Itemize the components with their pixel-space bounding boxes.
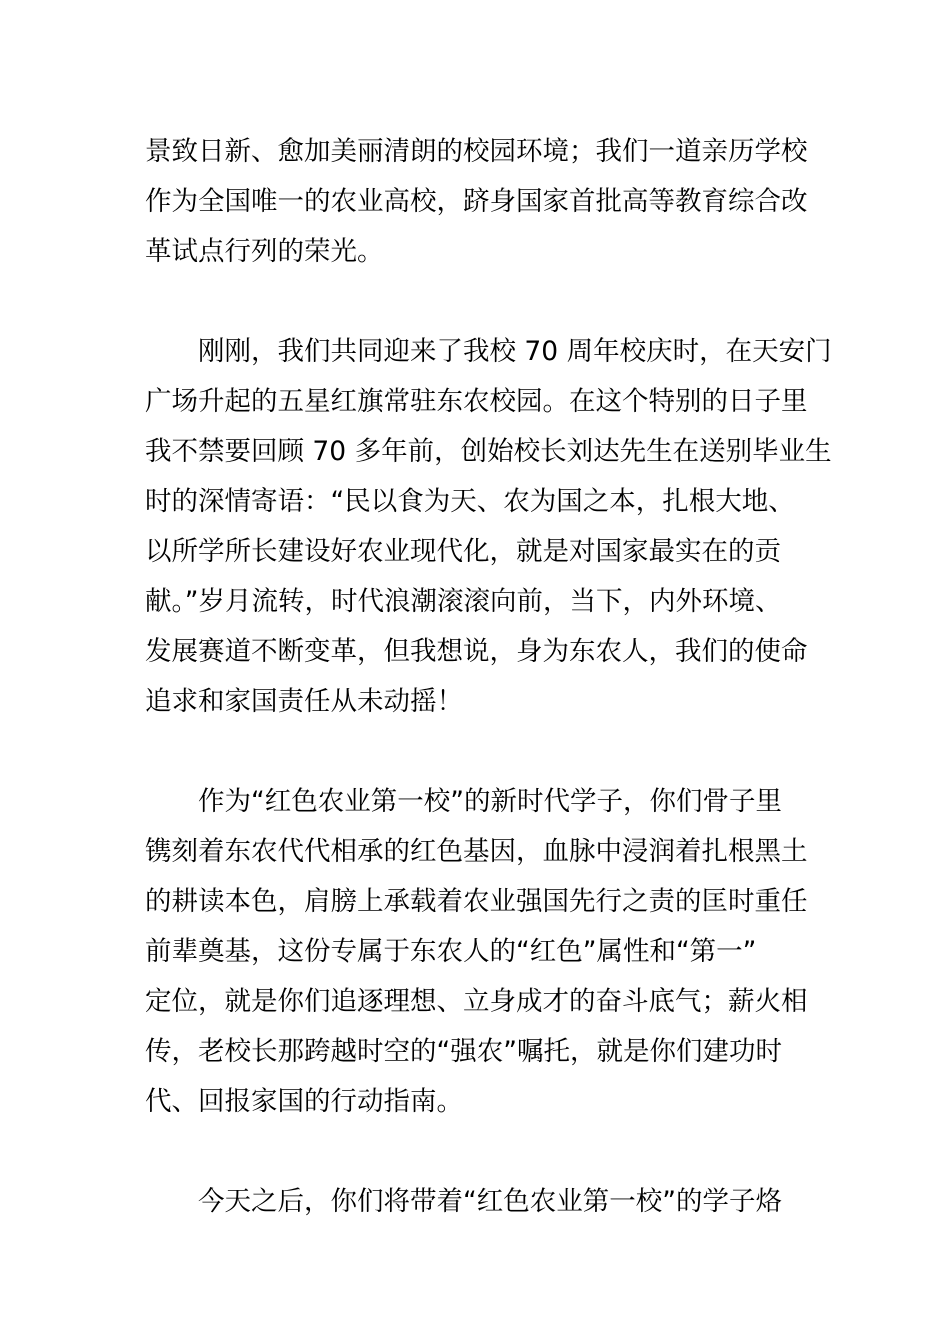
paragraph-2-line-1: 刚刚，我们共同迎来了我校 70 周年校庆时，在天安门 [198,336,832,367]
paragraph-2-line-7: 发展赛道不断变革，但我想说，身为东农人，我们的使命 [145,636,808,667]
paragraph-3-line-1: 作为“红色农业第一校”的新时代学子，你们骨子里 [198,786,782,817]
paragraph-spacer [145,277,810,327]
paragraph-3-line-2: 镌刻着东农代代相承的红色基因，血脉中浸润着扎根黑土 [145,836,808,867]
paragraph-1-line-1: 景致日新、愈加美丽清朗的校园环境；我们一道亲历学校 [145,136,808,167]
paragraph-spacer [145,1127,810,1177]
paragraph-2-line-6: 献。”岁月流转，时代浪潮滚滚向前，当下，内外环境、 [145,586,782,617]
paragraph-3-line-4: 前辈奠基，这份专属于东农人的“红色”属性和“第一” [145,936,757,967]
paragraph-3-line-5: 定位，就是你们追逐理想、立身成才的奋斗底气；薪火相 [145,986,808,1017]
paragraph-spacer [145,727,810,777]
paragraph-2-line-5: 以所学所长建设好农业现代化，就是对国家最实在的贡 [145,536,781,567]
paragraph-1-line-3: 革试点行列的荣光。 [145,236,384,267]
paragraph-4-line-1: 今天之后，你们将带着“红色农业第一校”的学子烙 [198,1186,782,1217]
paragraph-2-line-3: 我不禁要回顾 70 多年前，创始校长刘达先生在送别毕业生 [145,436,832,467]
document-body [145,127,832,1227]
paragraph-2-line-2: 广场升起的五星红旗常驻东农校园。在这个特别的日子里 [145,386,808,417]
paragraph-2-line-4: 时的深情寄语：“民以食为天、农为国之本，扎根大地、 [145,486,795,517]
paragraph-3-line-3: 的耕读本色，肩膀上承载着农业强国先行之责的匡时重任 [145,886,808,917]
paragraph-3-line-7: 代、回报家国的行动指南。 [145,1086,463,1117]
paragraph-2-line-8: 追求和家国责任从未动摇！ [145,686,463,717]
paragraph-3-line-6: 传，老校长那跨越时空的“强农”嘱托，就是你们建功时 [145,1036,782,1067]
paragraph-1-line-2: 作为全国唯一的农业高校，跻身国家首批高等教育综合改 [145,186,808,217]
